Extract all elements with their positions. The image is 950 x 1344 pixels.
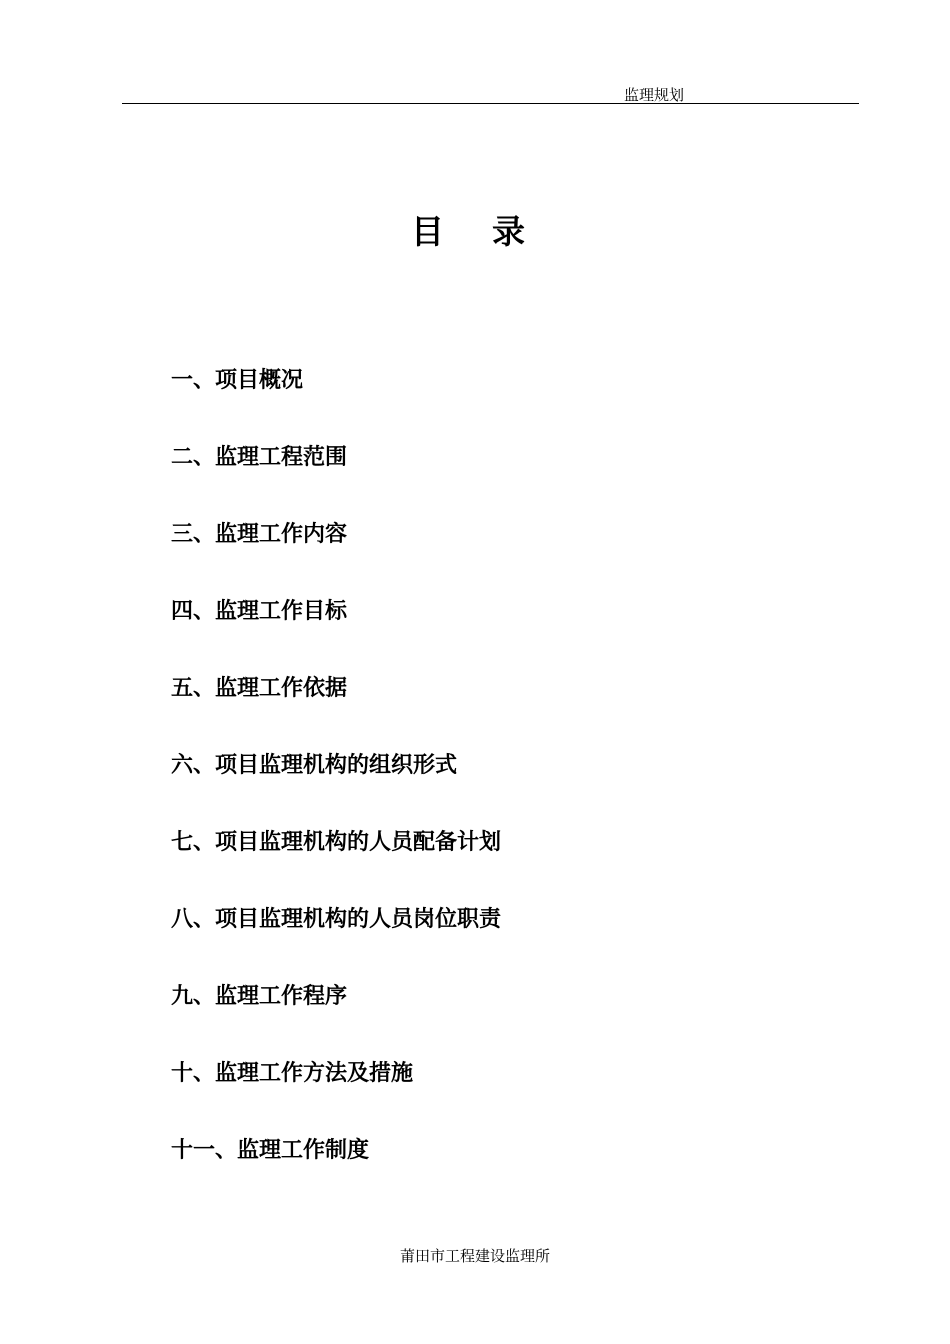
table-of-contents (171, 364, 501, 1211)
toc-item: 七、项目监理机构的人员配备计划 (171, 830, 502, 855)
running-header: 监理规划 (624, 86, 685, 104)
toc-item: 一、项目概况 (171, 368, 304, 393)
toc-item: 十、监理工作方法及措施 (171, 1061, 414, 1086)
toc-item: 四、监理工作目标 (171, 599, 348, 624)
toc-item: 三、监理工作内容 (171, 522, 348, 547)
toc-item: 九、监理工作程序 (171, 984, 348, 1009)
page-footer: 莆田市工程建设监理所 (399, 1247, 550, 1265)
toc-item: 五、监理工作依据 (171, 676, 348, 701)
toc-item: 八、项目监理机构的人员岗位职责 (171, 907, 502, 932)
header-divider (122, 103, 859, 104)
toc-item: 二、监理工程范围 (171, 445, 348, 470)
toc-item: 六、项目监理机构的组织形式 (171, 753, 458, 778)
toc-item: 十一、监理工作制度 (171, 1138, 370, 1163)
page-title: 目录 (411, 212, 573, 251)
